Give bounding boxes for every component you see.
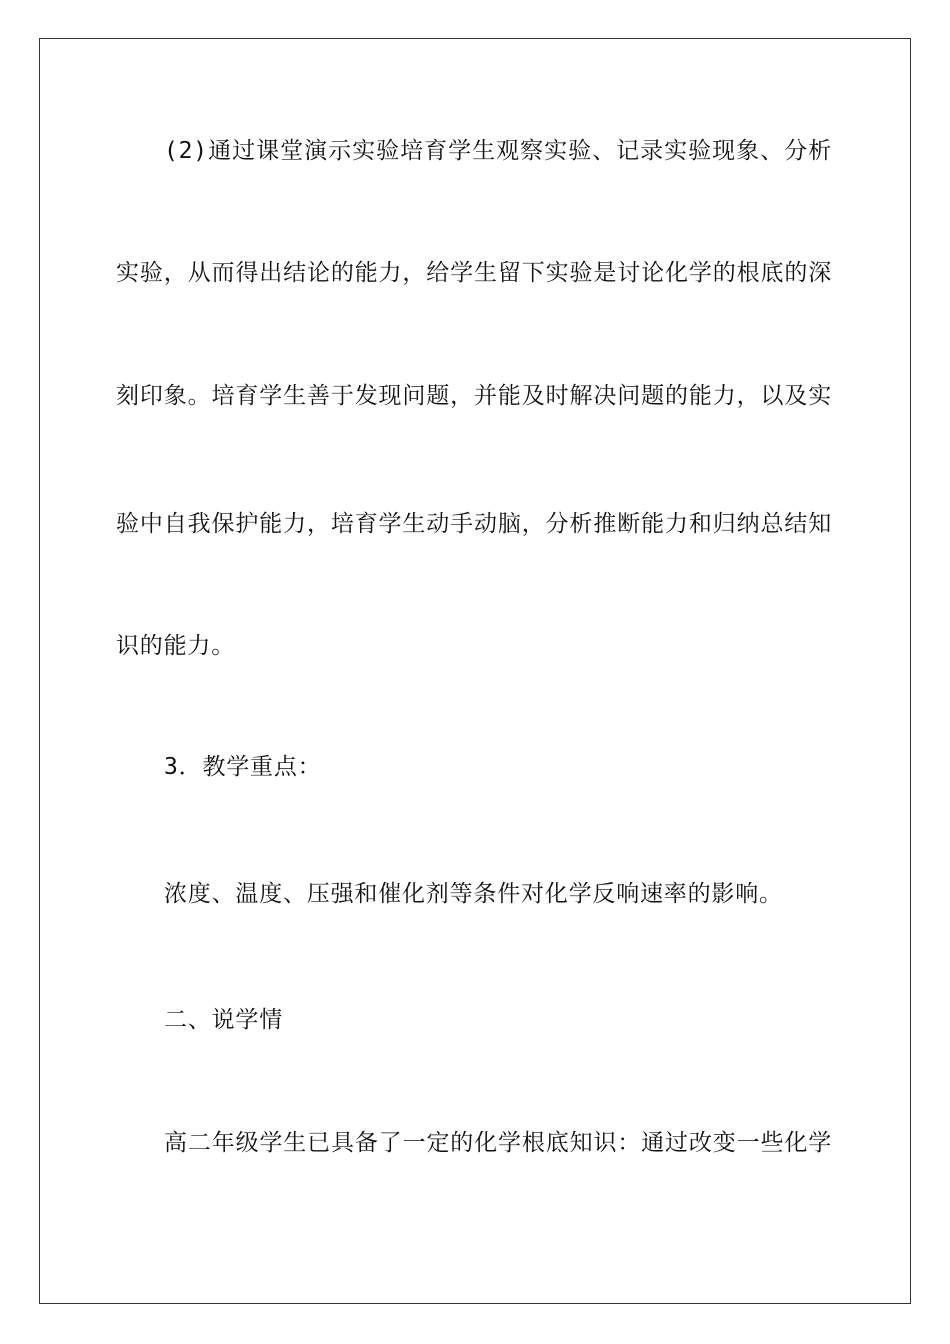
- section-heading-student-situation: 二、说学情: [164, 1007, 283, 1033]
- paragraph-line-2: 实验，从而得出结论的能力，给学生留下实验是讨论化学的根底的深: [116, 260, 832, 286]
- paragraph-teaching-focus: 浓度、温度、压强和催化剂等条件对化学反响速率的影响。: [164, 881, 783, 907]
- paragraph-line-4: 验中自我保护能力，培育学生动手动脑，分析推断能力和归纳总结知: [116, 511, 832, 537]
- paragraph-line-5: 识的能力。: [116, 633, 235, 659]
- paragraph-line-1: (2)通过课堂演示实验培育学生观察实验、记录实验现象、分析: [164, 138, 832, 164]
- paragraph-line-3: 刻印象。培育学生善于发现问题，并能及时解决问题的能力，以及实: [116, 383, 832, 409]
- paragraph-student-situation: 高二年级学生已具备了一定的化学根底知识：通过改变一些化学: [164, 1130, 832, 1156]
- section-heading-teaching-focus: 3．教学重点：: [164, 754, 322, 780]
- page-frame: [39, 38, 911, 1304]
